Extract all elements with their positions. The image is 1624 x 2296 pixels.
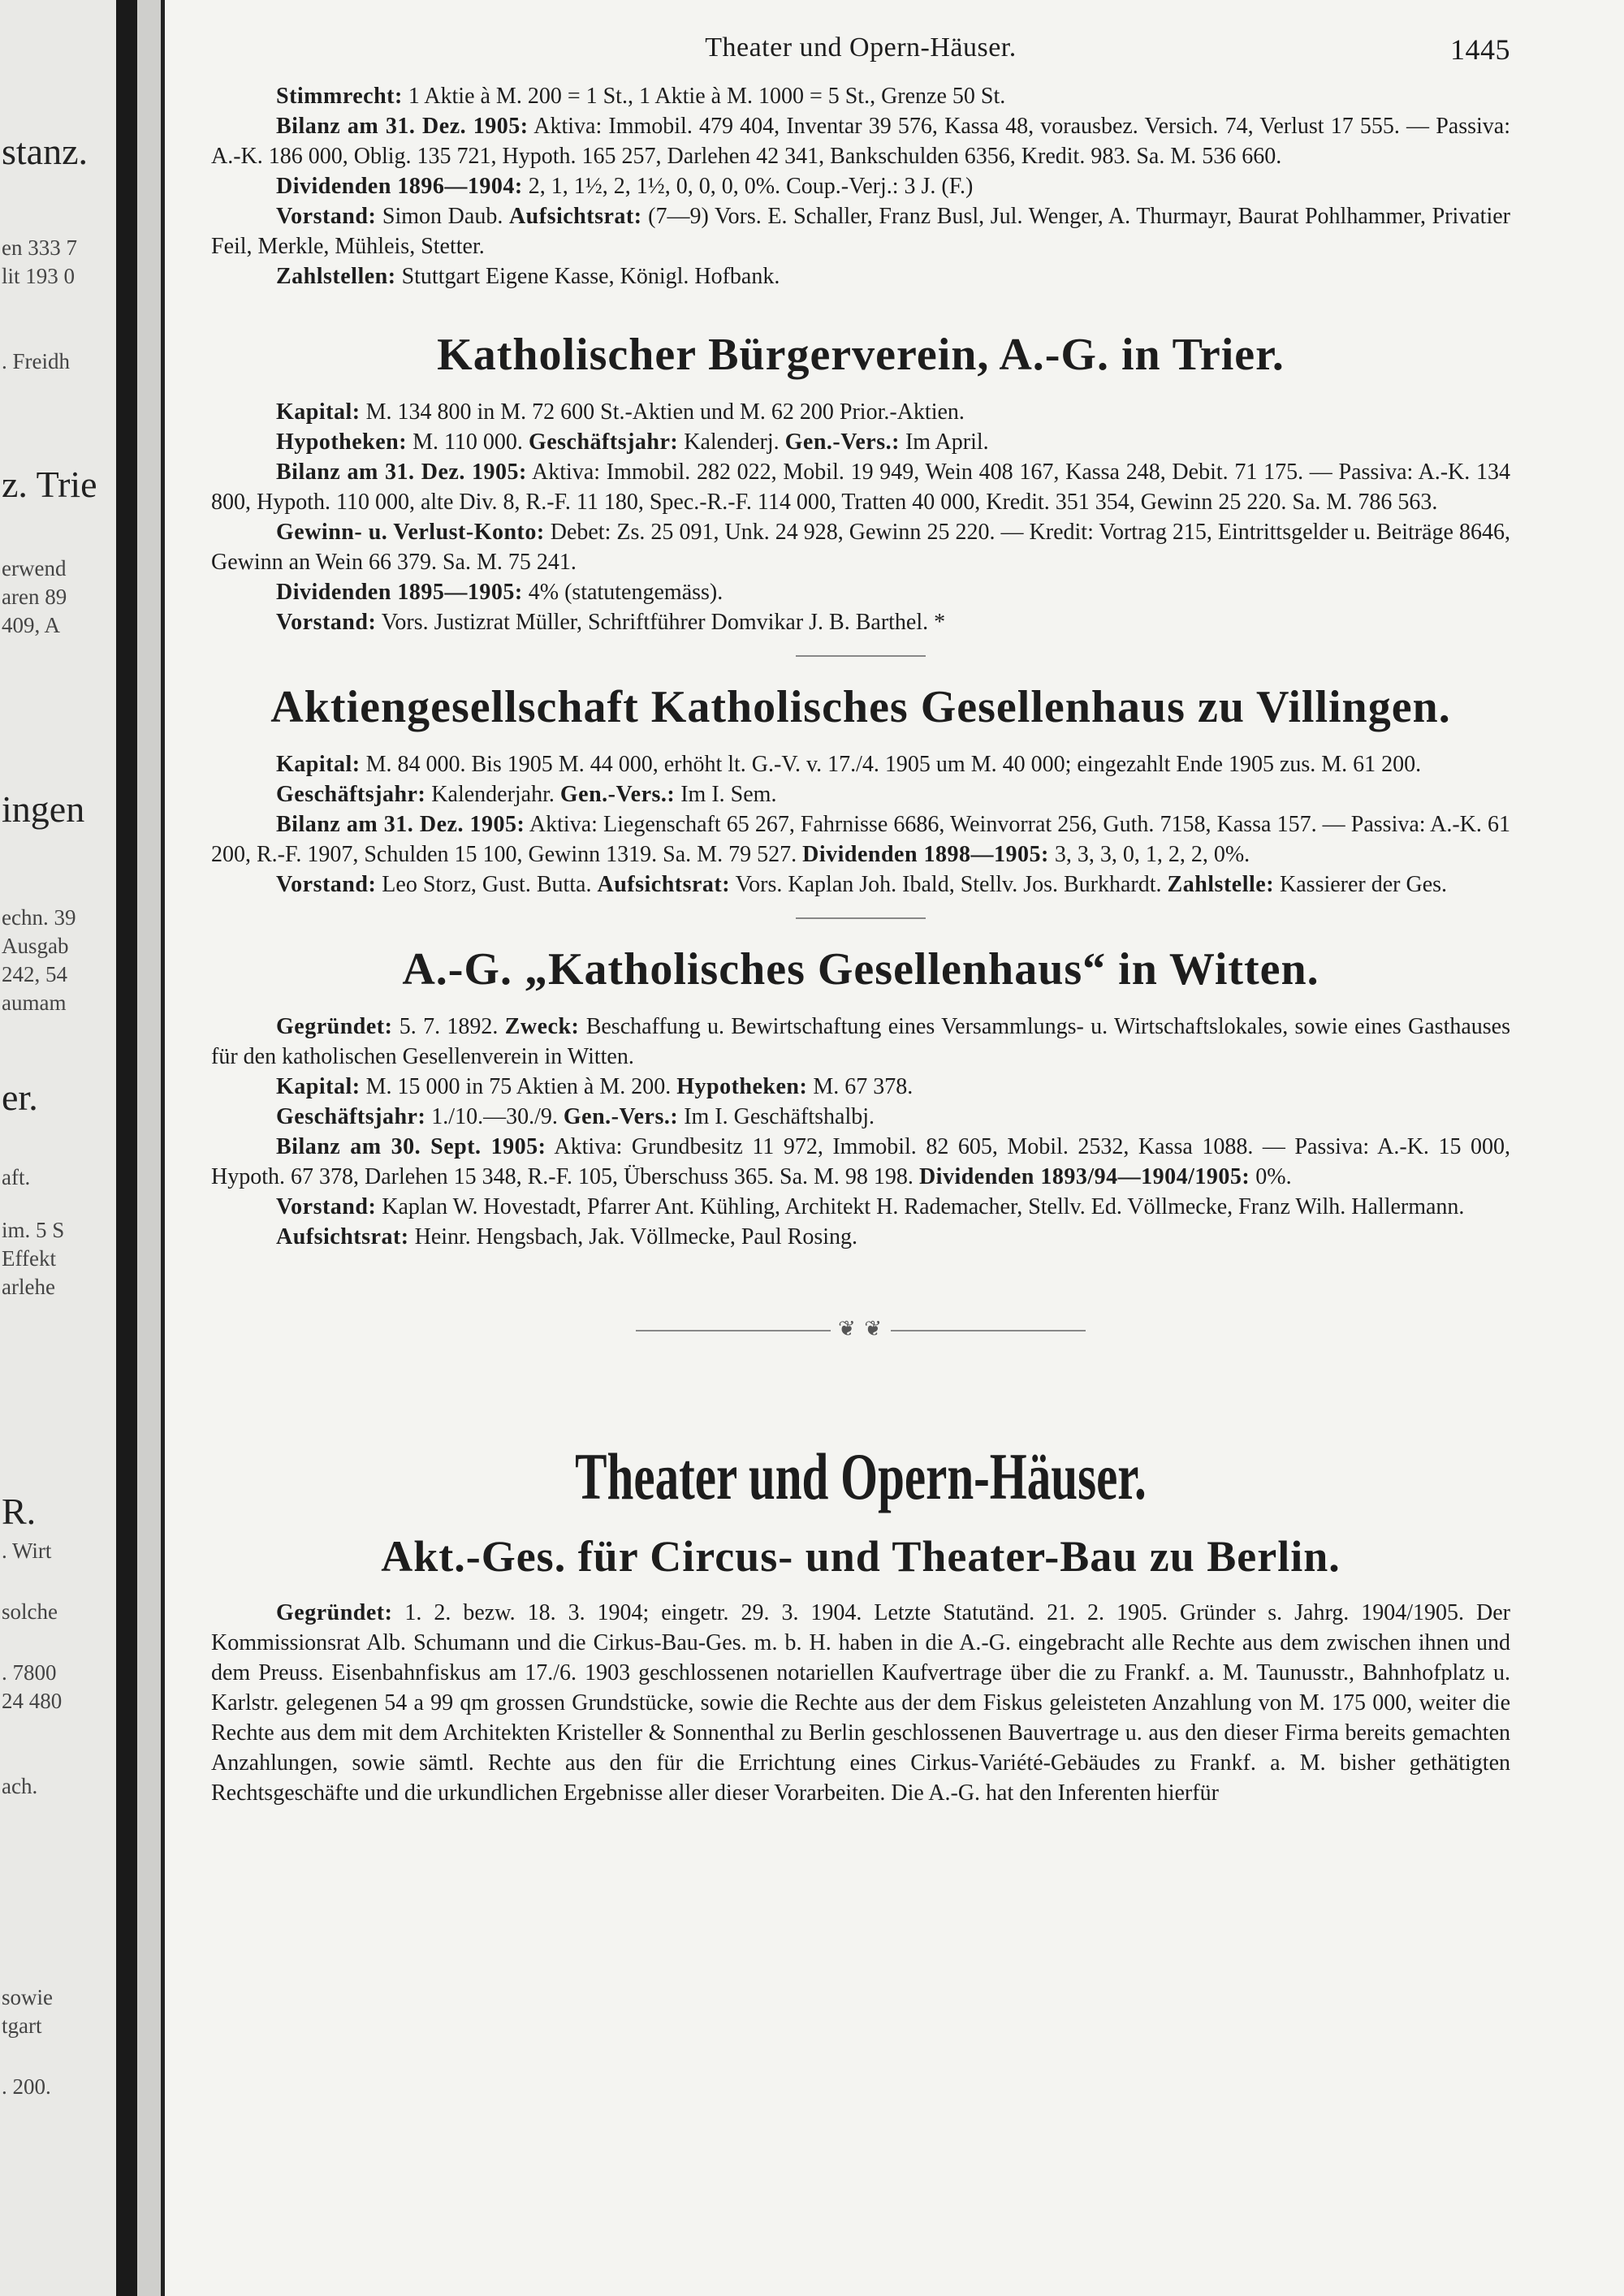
company-entry [211,1598,1510,1808]
running-title: Theater und Opern-Häuser. [705,32,1017,63]
entry-line [211,397,1510,427]
field-value: Kassierer der Ges. [1274,872,1448,897]
entry-separator [796,655,926,657]
company-title: Akt.-Ges. für Circus- und Theater-Bau zu Berlin. [381,1532,1341,1581]
field-value: 5. 7. 1892. [392,1014,505,1039]
entry-line [211,457,1510,517]
field-value: Vors. Justizrat Müller, Schriftführer Domvikar J. B. Barthel. * [376,610,946,635]
company-title: Katholischer Bürgerverein, A.-G. in Trier. [437,330,1285,380]
field-value: Aktiva: Grundbesitz 11 972, Immobil. 82 605, Mobil. 2532, Kassa 1088. — Passiva: A.-K. 15 000, Hypoth. 67 378, Darlehen 15 348, R.-F. 105, Überschuss 365. Sa. M. 98 198. [211,1134,1510,1189]
previous-page-text: aumam [2,990,67,1015]
entry-line [211,261,1510,291]
previous-page-text: Ausgab [2,934,69,958]
field-label: Bilanz am 31. Dez. 1905: [276,812,525,837]
previous-page-text: 242, 54 [2,962,67,986]
field-label: Vorstand: [276,204,377,229]
previous-page-text: 24 480 [2,1689,63,1713]
page-number: 1445 [1450,33,1510,66]
field-value: Aktiva: Immobil. 282 022, Mobil. 19 949, Wein 408 167, Kassa 248, Debit. 71 175. — Passiva: A.-K. 134 800, Hypoth. 110 000, alte Div. 8, R.-F. 11 180, Spec.-R.-F. 114 000, Tratten 40 000, Kredit. 351 354, Gewinn 25 220. Sa. M. 786 563. [211,460,1510,515]
previous-page-text: sowie [2,1985,53,2009]
field-label: Stimmrecht: [276,84,403,109]
field-label: Gen.-Vers.: [784,429,900,455]
field-value: 4% (statutengemäss). [522,580,723,605]
field-value: Im I. Sem. [675,782,777,807]
entry-line [211,1598,1510,1808]
previous-page-text: stanz. [2,131,89,172]
field-label: Vorstand: [276,610,377,635]
field-value: Aktiva: Liegenschaft 65 267, Fahrnisse 6686, Weinvorrat 256, Guth. 7158, Kassa 157. — Passiva: A.-K. 61 200, R.-F. 1907, Schulden 15 100, Gewinn 1319. Sa. M. 79 527. [211,812,1510,867]
field-label: Aufsichtsrat: [597,872,731,897]
previous-page-text: . 200. [2,2074,51,2099]
field-label: Gen.-Vers.: [563,1104,679,1129]
entry-line [211,1192,1510,1222]
company-entry [211,397,1510,637]
company-entry [211,749,1510,900]
entry-separator [796,917,926,919]
field-value: Debet: Zs. 25 091, Unk. 24 928, Gewinn 25 220. — Kredit: Vortrag 215, Eintrittsgelder u. Beiträge 8646, Gewinn an Wein 66 379. Sa. M. 75 241. [211,520,1510,575]
previous-page-text: . 7800 [2,1660,57,1685]
ornament-glyph: ❦ ❦ [837,1317,891,1340]
field-value: Vors. Kaplan Joh. Ibald, Stellv. Jos. Burkhardt. [730,872,1168,897]
field-value: Aktiva: Immobil. 479 404, Inventar 39 576, Kassa 48, vorausbez. Versich. 74, Verlust 17 555. — Passiva: A.-K. 186 000, Oblig. 135 721, Hypoth. 165 257, Darlehen 42 341, Bankschulden 6356, Kredit. 983. Sa. M. 536 660. [211,114,1510,169]
previous-page-text: tgart [2,2013,42,2038]
field-label: Bilanz am 30. Sept. 1905: [276,1134,546,1159]
field-value: 2, 1, 1½, 2, 1½, 0, 0, 0, 0%. Coup.-Verj.: 3 J. (F.) [522,174,974,199]
previous-page-text: . Freidh [2,349,70,373]
field-label: Dividenden 1896—1904: [276,174,523,199]
field-value: Kalenderjahr. [425,782,560,807]
field-label: Hypotheken: [276,429,408,455]
company-title: Aktiengesellschaft Katholisches Gesellenhaus zu Villingen. [270,682,1451,732]
field-value: Im April. [899,429,989,455]
page [211,32,1510,1808]
book-gutter [116,0,137,2296]
entry-line [211,1072,1510,1102]
previous-page-text: lit 193 0 [2,264,76,288]
section-title: Theater und Opern-Häuser. [575,1439,1147,1513]
previous-page-text: solche [2,1599,58,1624]
page-header [211,32,1510,81]
field-label: Aufsichtsrat: [276,1224,409,1249]
entry-line [211,870,1510,900]
field-value: Stuttgart Eigene Kasse, Königl. Hofbank. [395,264,780,289]
field-label: Vorstand: [276,1194,377,1219]
field-label: Vorstand: [276,872,377,897]
field-label: Aufsichtsrat: [508,204,642,229]
field-value: 1. 2. bezw. 18. 3. 1904; eingetr. 29. 3. 1904. Letzte Statutänd. 21. 2. 1905. Gründer s. Jahrg. 1904/1905. Der Kommissionsrat Alb. Schumann und die Cirkus-Bau-Ges. m. b. H. haben in die A.-G. eingebracht alle Rechte aus dem zwischen ihnen und dem Preuss. Eisenbahnfiskus am 17./6. 1903 geschlossenen notariellen Kaufvertrage über die zu Frankf. a. M. Taunusstr., Bahnhofplatz u. Karlstr. gelegenen 54 a 99 qm grossen Grundstücke, sowie die Rechte aus der dem Fiskus geleisteten Anzahlung von M. 175 000, weiter die Rechte aus dem mit dem Architekten Kristeller & Sonnenthal zu Berlin geschlossenen Bauvertrage u. aus den dieser Firma bereits gemachten Anzahlungen, sowie sämtl. Rechte aus den für die Errichtung eines Cirkus-Variété-Gebäudes zu Frankf. a. M. bisher gethätigten Rechtsgeschäfte und die urkundlichen Ergebnisse aller dieser Vorarbeiten. Die A.-G. hat den Inferenten hierfür [211,1600,1510,1806]
previous-page-text: 409, A [2,613,61,637]
field-label: Zahlstelle: [1167,872,1275,897]
field-label: Gegründet: [276,1014,393,1039]
continued-entry [211,81,1510,291]
previous-page-text: im. 5 S [2,1218,65,1242]
field-value: Im I. Geschäftshalbj. [678,1104,875,1129]
field-label: Kapital: [276,752,361,777]
entry-line [211,1222,1510,1252]
field-value: M. 84 000. Bis 1905 M. 44 000, erhöht lt. G.-V. v. 17./4. 1905 um M. 40 000; eingezahlt Ende 1905 zus. M. 61 200. [360,752,1422,777]
entry-line [211,111,1510,171]
field-value: 0%. [1250,1164,1292,1189]
previous-page-text: z. Trie [2,464,97,505]
field-label: Zahlstellen: [276,264,396,289]
entry-line [211,201,1510,261]
entry-line [211,577,1510,607]
section-ornament [211,1317,1510,1341]
field-label: Gegründet: [276,1600,393,1625]
field-label: Kapital: [276,1074,361,1099]
ornament-rule-right [891,1330,1086,1331]
field-label: Dividenden 1893/94—1904/1905: [918,1164,1250,1189]
field-label: Dividenden 1898—1905: [802,842,1049,867]
field-value: 1./10.—30./9. [425,1104,564,1129]
entry-line [211,81,1510,111]
field-label: Gewinn- u. Verlust-Konto: [276,520,545,545]
previous-page-text: R. [2,1491,37,1532]
field-value: 3, 3, 3, 0, 1, 2, 2, 0%. [1048,842,1250,867]
entry-line [211,1102,1510,1132]
field-value: Kalenderj. [678,429,785,455]
field-label: Zweck: [504,1014,580,1039]
field-value: Simon Daub. [376,204,509,229]
company-list [211,329,1510,1252]
previous-page-text: erwend [2,556,67,580]
previous-page-text: aren 89 [2,585,67,609]
previous-page-margin [0,0,120,2296]
entry-line [211,1012,1510,1072]
previous-page-text: echn. 39 [2,905,76,930]
previous-page-text: ingen [2,788,85,830]
field-label: Gen.-Vers.: [559,782,676,807]
field-value: M. 134 800 in M. 72 600 St.-Aktien und M. 62 200 Prior.-Aktien. [360,399,965,425]
company-title: A.-G. „Katholisches Gesellenhaus“ in Witten. [402,944,1320,995]
entry-line [211,607,1510,637]
ornament-rule-left [636,1330,831,1331]
entry-line [211,779,1510,809]
field-value: Kaplan W. Hovestadt, Pfarrer Ant. Kühling, Architekt H. Rademacher, Stellv. Ed. Völlmecke, Franz Wilh. Hallermann. [376,1194,1465,1219]
field-label: Bilanz am 31. Dez. 1905: [276,460,527,485]
field-value: M. 15 000 in 75 Aktien à M. 200. [360,1074,677,1099]
field-label: Dividenden 1895—1905: [276,580,523,605]
field-value: Leo Storz, Gust. Butta. [376,872,598,897]
field-value: 1 Aktie à M. 200 = 1 St., 1 Aktie à M. 1000 = 5 St., Grenze 50 St. [402,84,1006,109]
previous-page-text: . Wirt [2,1539,52,1563]
entry-line [211,171,1510,201]
field-value: (7—9) Vors. E. Schaller, Franz Busl, Jul. Wenger, A. Thurmayr, Baurat Pohlhammer, Privatier Feil, Merkle, Mühleis, Stetter. [211,204,1510,259]
field-label: Geschäftsjahr: [528,429,679,455]
field-label: Bilanz am 31. Dez. 1905: [276,114,529,139]
field-label: Hypotheken: [676,1074,808,1099]
field-value: M. 110 000. [407,429,529,455]
previous-page-text: arlehe [2,1275,55,1299]
previous-page-text: en 333 7 [2,235,77,260]
company-entry [211,1012,1510,1252]
previous-page-text: er. [2,1077,38,1118]
field-label: Geschäftsjahr: [276,782,426,807]
previous-page-text: ach. [2,1774,38,1798]
entry-line [211,517,1510,577]
field-value: M. 67 378. [807,1074,914,1099]
field-label: Kapital: [276,399,361,425]
entry-line [211,749,1510,779]
page-edge [161,0,165,2296]
previous-page-text: aft. [2,1165,31,1189]
field-value: Beschaffung u. Bewirtschaftung eines Versammlungs- u. Wirtschaftslokales, sowie eines Gasthauses für den katholischen Gesellenverein in Witten. [211,1014,1510,1069]
entry-line [211,809,1510,870]
previous-page-text: Effekt [2,1246,56,1271]
entry-line [211,427,1510,457]
gutter-shadow [137,0,161,2296]
field-value: Heinr. Hengsbach, Jak. Völlmecke, Paul Rosing. [408,1224,857,1249]
field-label: Geschäftsjahr: [276,1104,426,1129]
entry-line [211,1132,1510,1192]
